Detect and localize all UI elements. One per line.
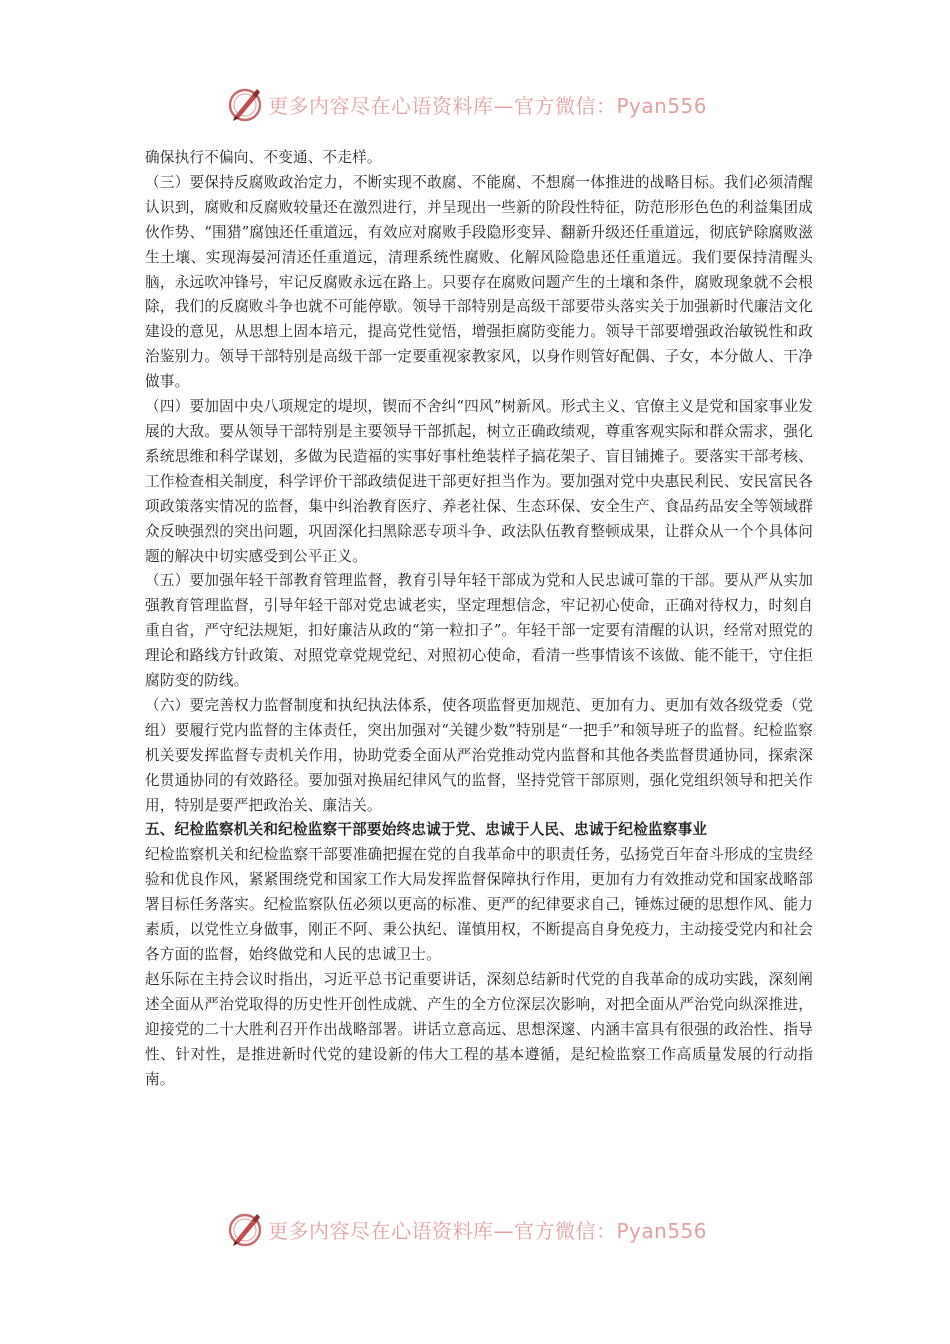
- paragraph-section-5: （五）要加强年轻干部教育管理监督，教育引导年轻干部成为党和人民忠诚可靠的干部。要从严从实加强教育管理监督，引导年轻干部对党忠诚老实，坚定理想信念，牢记初心使命，正确对待权力，时刻自重自省，严守纪法规矩，扣好廉洁从政的“第一粒扣子”。年轻干部一定要有清醒的认识，经常对照党的理论和路线方针政策、对照党章党规党纪、对照初心使命，看清一些事情该不该做、能不能干，守住拒腐防变的防线。: [145, 572, 813, 690]
- section-heading-five: 五、纪检监察机关和纪检监察干部要始终忠诚于党、忠诚于人民、忠诚于纪检监察事业: [145, 821, 708, 839]
- paragraph-section-6: （六）要完善权力监督制度和执纪执法体系，使各项监督更加规范、更加有力、更加有效各级党委（党组）要履行党内监督的主体责任，突出加强对“关键少数”特别是“一把手”和领导班子的监督。纪检监察机关要发挥监督专责机关作用，协助党委全面从严治党推动党内监督和其他各类监督贯通协同，探索深化贯通协同的有效路径。要加强对换届纪律风气的监督，坚持党管干部原则，强化党组织领导和把关作用，特别是要严把政治关、廉洁关。: [145, 696, 813, 814]
- footer-watermark: [0, 1207, 950, 1251]
- paragraph-section-4: （四）要加固中央八项规定的堤坝，锲而不舍纠“四风”树新风。形式主义、官僚主义是党和国家事业发展的大敌。要从领导干部特别是主要领导干部抓起，树立正确政绩观，尊重客观实际和群众需求，强化系统思维和科学谋划，多做为民造福的实事好事杜绝装样子搞花架子、盲目铺摊子。要落实干部考核、工作检查相关制度，科学评价干部政绩促进干部更好担当作为。要加强对党中央惠民利民、安民富民各项政策落实情况的监督，集中纠治教育医疗、养老社保、生态环保、安全生产、食品药品安全等领域群众反映强烈的突出问题，巩固深化扫黑除恶专项斗争、政法队伍教育整顿成果，让群众从一个个具体问题的解决中切实感受到公平正义。: [145, 398, 813, 565]
- paragraph-zhao-leji: 赵乐际在主持会议时指出，习近平总书记重要讲话，深刻总结新时代党的自我革命的成功实践，深刻阐述全面从严治党取得的历史性开创性成就、产生的全方位深层次影响，对把全面从严治党向纵深推进，迎接党的二十大胜利召开作出战略部署。讲话立意高远、思想深邃、内涵丰富具有很强的政治性、指导性、针对性，是推进新时代党的建设新的伟大工程的基本遵循，是纪检监察工作高质量发展的行动指南。: [145, 970, 813, 1088]
- paragraph-continuation: 确保执行不偏向、不变通、不走样。: [145, 149, 382, 166]
- header-watermark: [0, 82, 950, 126]
- pen-logo-icon: [226, 85, 264, 123]
- watermark-text: 更多内容尽在心语资料库—官方微信：Pyan556: [268, 1218, 708, 1243]
- document-body: [145, 146, 813, 1092]
- paragraph-section-3: （三）要保持反腐败政治定力，不断实现不敢腐、不能腐、不想腐一体推进的战略目标。我们必须清醒认识到，腐败和反腐败较量还在激烈进行，并呈现出一些新的阶段性特征，防范形形色色的利益集团成伙作势、“围猎”腐蚀还任重道远，有效应对腐败手段隐形变异、翻新升级还任重道远，彻底铲除腐败滋生土壤、实现海晏河清还任重道远，清理系统性腐败、化解风险隐患还任重道远。我们要保持清醒头脑，永远吹冲锋号，牢记反腐败永远在路上。只要存在腐败问题产生的土壤和条件，腐败现象就不会根除，我们的反腐败斗争也就不可能停歇。领导干部特别是高级干部要带头落实关于加强新时代廉洁文化建设的意见，从思想上固本培元，提高党性觉悟，增强拒腐防变能力。领导干部要增强政治敏锐性和政治鉴别力。领导干部特别是高级干部一定要重视家教家风，以身作则管好配偶、子女，本分做人、干净做事。: [145, 173, 813, 391]
- paragraph-inspection-cadres: 纪检监察机关和纪检监察干部要准确把握在党的自我革命中的职责任务，弘扬党百年奋斗形成的宝贵经验和优良作风，紧紧围绕党和国家工作大局发挥监督保障执行作用，更加有力有效推动党和国家战略部署目标任务落实。纪检监察队伍必须以更高的标准、更严的纪律要求自己，锤炼过硬的思想作风、能力素质，以党性立身做事，刚正不阿、秉公执纪、谨慎用权，不断提高自身免疫力，主动接受党内和社会各方面的监督，始终做党和人民的忠诚卫士。: [145, 846, 813, 963]
- watermark-text: 更多内容尽在心语资料库—官方微信：Pyan556: [268, 93, 708, 118]
- pen-logo-icon: [226, 1210, 264, 1248]
